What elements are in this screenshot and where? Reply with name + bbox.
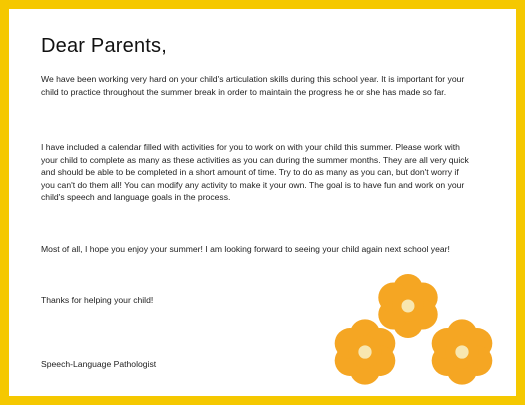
letter-greeting: Dear Parents, <box>41 35 167 57</box>
letter-closing: Thanks for helping your child! <box>41 295 154 305</box>
letter-signature: Speech-Language Pathologist <box>41 359 157 369</box>
letter-paragraph-intro: We have been working very hard on your child's articulation skills during this school year. It is important for your child to practice throughout the summer break in order to maintain the progress he or she has made so far. <box>41 74 465 97</box>
letter-paragraph-summer: Most of all, I hope you enjoy your summer! I am looking forward to seeing your child again next school year! <box>41 244 450 254</box>
letter-paragraph-calendar: I have included a calendar filled with activities for you to work on with your child this summer. Please work with your child to complete as many as these activities as you can during the summer months. They are all very quick and should be able to be completed in a short amount of time. Try to do as many as you can, but don't worry if you can't do them all! You can modify any activity to make it your own. The goal is to have fun and work on your child's speech and language goals in the process. <box>41 142 469 203</box>
